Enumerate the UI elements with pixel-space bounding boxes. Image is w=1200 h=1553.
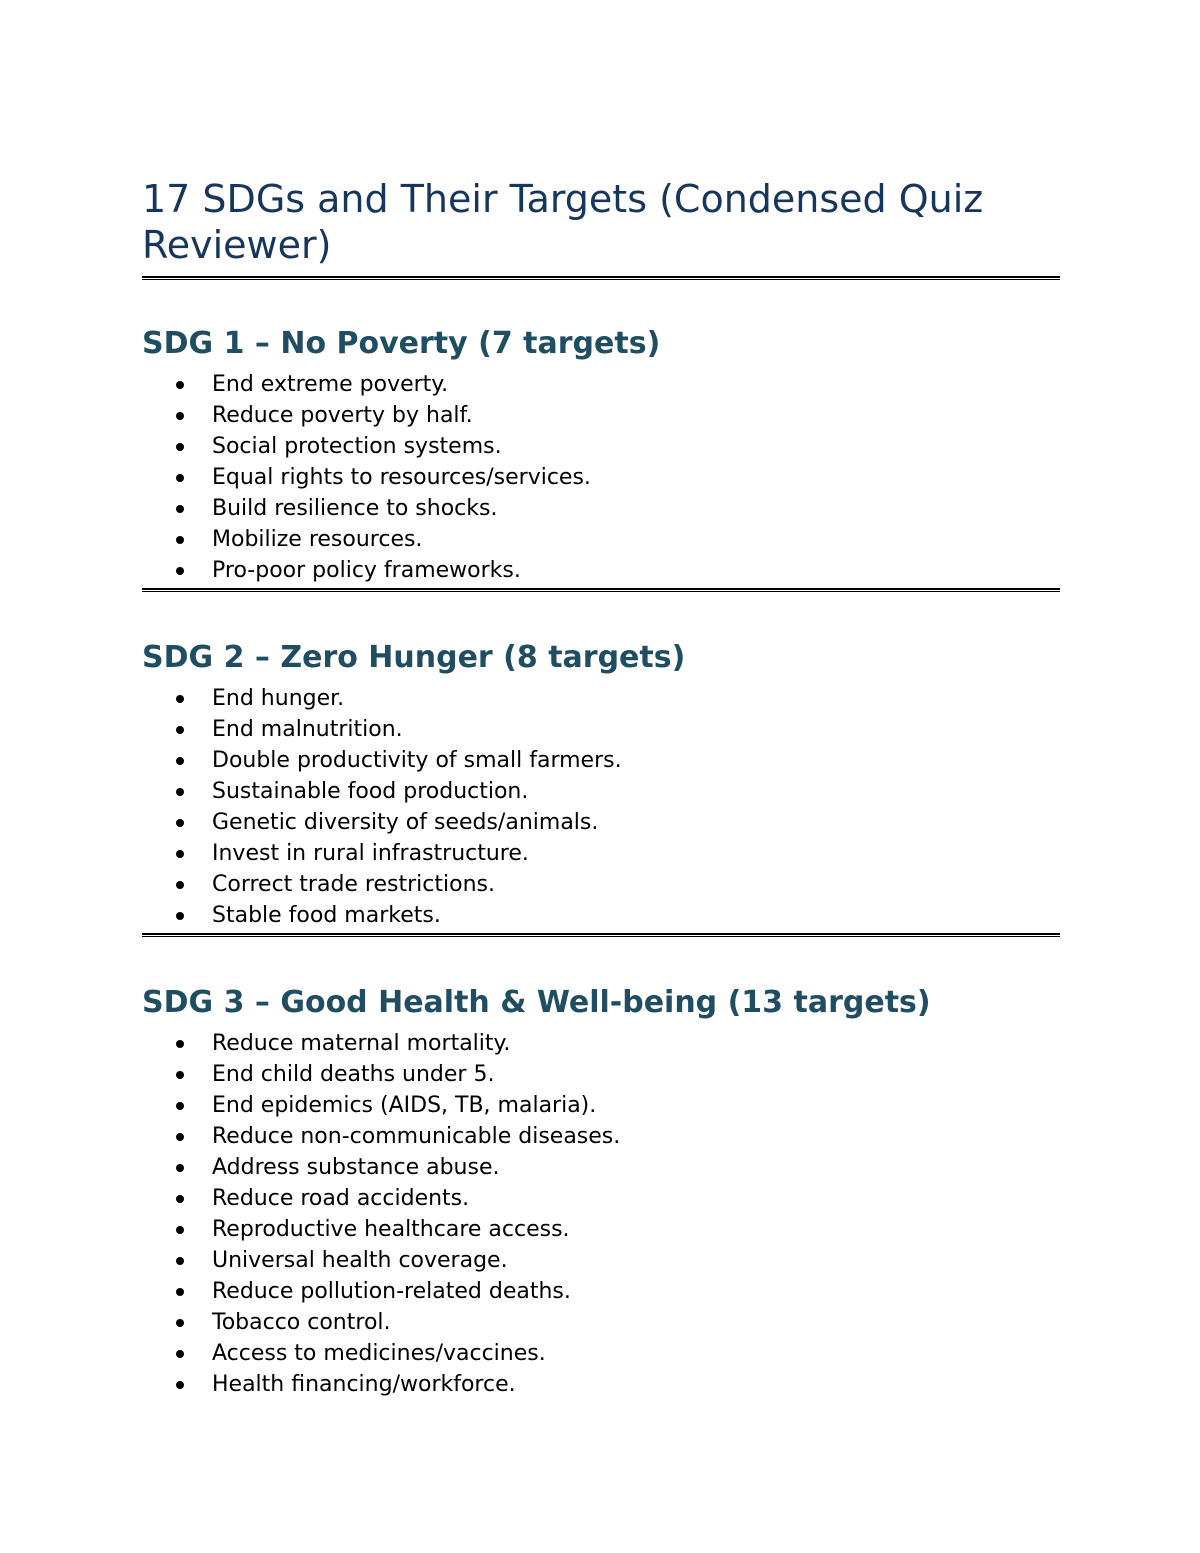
- list-item: [142, 1090, 1060, 1121]
- target-list-sdg-1: [142, 369, 1060, 586]
- list-item: [142, 714, 1060, 745]
- bullet-icon: [176, 381, 184, 389]
- bullet-icon: [176, 1319, 184, 1327]
- list-item: [142, 776, 1060, 807]
- list-item: [142, 1214, 1060, 1245]
- bullet-icon: [176, 1381, 184, 1389]
- list-item: [142, 1183, 1060, 1214]
- list-item: [142, 400, 1060, 431]
- bullet-icon: [176, 536, 184, 544]
- target-text: End malnutrition.: [212, 717, 403, 742]
- list-item: [142, 369, 1060, 400]
- list-item: [142, 869, 1060, 900]
- bullet-icon: [176, 412, 184, 420]
- bullet-icon: [176, 788, 184, 796]
- target-text: Address substance abuse.: [212, 1155, 500, 1180]
- bullet-icon: [176, 1040, 184, 1048]
- target-text: Reduce pollution-related deaths.: [212, 1279, 571, 1304]
- target-text: Pro-poor policy frameworks.: [212, 558, 521, 583]
- bullet-icon: [176, 1102, 184, 1110]
- bullet-icon: [176, 850, 184, 858]
- list-item: [142, 1307, 1060, 1338]
- section-divider: [142, 588, 1060, 592]
- target-text: End epidemics (AIDS, TB, malaria).: [212, 1093, 597, 1118]
- list-item: [142, 524, 1060, 555]
- bullet-icon: [176, 474, 184, 482]
- bullet-icon: [176, 912, 184, 920]
- target-text: Build resilience to shocks.: [212, 496, 498, 521]
- target-text: Access to medicines/vaccines.: [212, 1341, 546, 1366]
- list-item: [142, 1338, 1060, 1369]
- bullet-icon: [176, 1257, 184, 1265]
- bullet-icon: [176, 726, 184, 734]
- bullet-icon: [176, 1226, 184, 1234]
- list-item: [142, 1369, 1060, 1400]
- target-text: Correct trade restrictions.: [212, 872, 495, 897]
- bullet-icon: [176, 881, 184, 889]
- list-item: [142, 745, 1060, 776]
- target-text: Reproductive healthcare access.: [212, 1217, 570, 1242]
- target-text: Universal health coverage.: [212, 1248, 508, 1273]
- list-item: [142, 1121, 1060, 1152]
- target-text: Genetic diversity of seeds/animals.: [212, 810, 599, 835]
- list-item: [142, 1028, 1060, 1059]
- section-sdg-3: [142, 983, 1060, 1400]
- target-text: Reduce non-communicable diseases.: [212, 1124, 621, 1149]
- target-text: Stable food markets.: [212, 903, 441, 928]
- list-item: [142, 838, 1060, 869]
- target-list-sdg-2: [142, 683, 1060, 931]
- target-text: Sustainable food production.: [212, 779, 529, 804]
- target-text: Equal rights to resources/services.: [212, 465, 591, 490]
- target-text: Double productivity of small farmers.: [212, 748, 622, 773]
- section-heading-sdg-1: SDG 1 – No Poverty (7 targets): [142, 326, 661, 361]
- section-heading-sdg-3: SDG 3 – Good Health & Well-being (13 targets): [142, 985, 931, 1020]
- target-text: Health financing/workforce.: [212, 1372, 516, 1397]
- target-text: Reduce poverty by half.: [212, 403, 473, 428]
- section-sdg-1: [142, 324, 1060, 592]
- target-list-sdg-3: [142, 1028, 1060, 1400]
- bullet-icon: [176, 1288, 184, 1296]
- list-item: [142, 900, 1060, 931]
- list-item: [142, 462, 1060, 493]
- bullet-icon: [176, 1195, 184, 1203]
- section-heading-sdg-2: SDG 2 – Zero Hunger (8 targets): [142, 640, 686, 675]
- bullet-icon: [176, 1133, 184, 1141]
- bullet-icon: [176, 1164, 184, 1172]
- list-item: [142, 807, 1060, 838]
- list-item: [142, 683, 1060, 714]
- document-title: 17 SDGs and Their Targets (Condensed Quiz Reviewer): [142, 177, 984, 267]
- list-item: [142, 1276, 1060, 1307]
- section-sdg-2: [142, 638, 1060, 937]
- target-text: Tobacco control.: [212, 1310, 391, 1335]
- bullet-icon: [176, 505, 184, 513]
- document-page: [142, 176, 1060, 1400]
- target-text: Invest in rural infrastructure.: [212, 841, 529, 866]
- bullet-icon: [176, 443, 184, 451]
- bullet-icon: [176, 757, 184, 765]
- title-divider: [142, 276, 1060, 280]
- bullet-icon: [176, 567, 184, 575]
- section-divider: [142, 933, 1060, 937]
- target-text: Mobilize resources.: [212, 527, 423, 552]
- target-text: Social protection systems.: [212, 434, 502, 459]
- list-item: [142, 1059, 1060, 1090]
- list-item: [142, 493, 1060, 524]
- bullet-icon: [176, 819, 184, 827]
- bullet-icon: [176, 1071, 184, 1079]
- target-text: Reduce road accidents.: [212, 1186, 470, 1211]
- list-item: [142, 1152, 1060, 1183]
- list-item: [142, 431, 1060, 462]
- target-text: End hunger.: [212, 686, 345, 711]
- bullet-icon: [176, 695, 184, 703]
- list-item: [142, 555, 1060, 586]
- target-text: End extreme poverty.: [212, 372, 449, 397]
- list-item: [142, 1245, 1060, 1276]
- target-text: End child deaths under 5.: [212, 1062, 495, 1087]
- bullet-icon: [176, 1350, 184, 1358]
- target-text: Reduce maternal mortality.: [212, 1031, 511, 1056]
